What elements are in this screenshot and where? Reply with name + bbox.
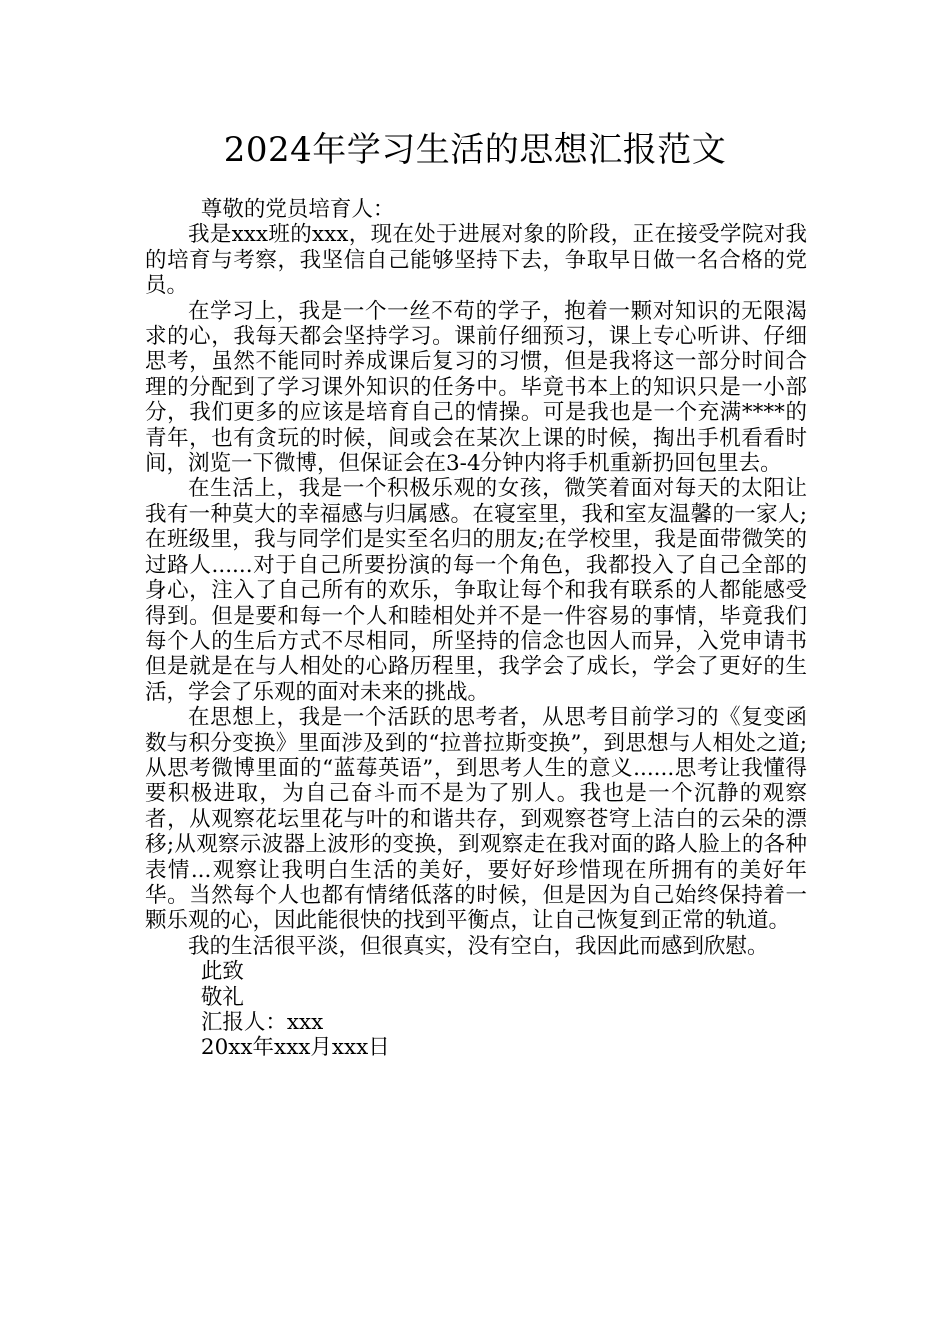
closing-jingli: 敬礼	[200, 984, 244, 1010]
document-body	[145, 197, 807, 1061]
page-title: 2024年学习生活的思想汇报范文	[223, 130, 727, 170]
paragraph-life: 在生活上，我是一个积极乐观的女孩，微笑着面对每天的太阳让我有一种莫大的幸福感与归属感。在寝室里，我和室友温馨的一家人;在班级里，我与同学们是实至名归的朋友;在学校里，我是面带微笑的过路人......对于自己所要扮演的每一个角色，我都投入了自己全部的身心，注入了自己所有的欢乐，争取让每个和我有联系的人都能感受得到。但是要和每一个人和睦相处并不是一件容易的事情，毕竟我们每个人的生后方式不尽相同，所坚持的信念也因人而异，入党申请书但是就是在与人相处的心路历程里，我学会了成长，学会了更好的生活，学会了乐观的面对未来的挑战。	[145, 476, 807, 705]
paragraph-intro: 我是xxx班的xxx，现在处于进展对象的阶段，正在接受学院对我的培育与考察，我坚信自己能够坚持下去，争取早日做一名合格的党员。	[145, 222, 807, 299]
paragraph-study: 在学习上，我是一个一丝不苟的学子，抱着一颗对知识的无限渴求的心，我每天都会坚持学习。课前仔细预习，课上专心听讲、仔细思考，虽然不能同时养成课后复习的习惯，但是我将这一部分时间合理的分配到了学习课外知识的任务中。毕竟书本上的知识只是一小部分，我们更多的应该是培育自己的情操。可是我也是一个充满****的青年，也有贪玩的时候，间或会在某次上课的时候，掏出手机看看时间，浏览一下微博，但保证会在3-4分钟内将手机重新扔回包里去。	[145, 298, 807, 477]
reporter-line: 汇报人：xxx	[200, 1010, 324, 1035]
closing-cizhi: 此致	[200, 959, 244, 985]
salutation: 尊敬的党员培育人：	[200, 197, 395, 222]
date-line: 20xx年xxx月xxx日	[200, 1035, 390, 1061]
paragraph-conclusion: 我的生活很平淡，但很真实，没有空白，我因此而感到欣慰。	[188, 933, 769, 959]
paragraph-thought: 在思想上，我是一个活跃的思考者，从思考目前学习的《复变函数与积分变换》里面涉及到的“拉普拉斯变换”，到思想与人相处之道;从思考微博里面的“蓝莓英语”，到思考人生的意义......思考让我懂得要积极进取，为自己奋斗而不是为了别人。我也是一个沉静的观察者，从观察花坛里花与叶的和谐共存，到观察苍穹上洁白的云朵的漂移;从观察示波器上波形的变换，到观察走在我对面的路人脸上的各种表情...观察让我明白生活的美好，要好好珍惜现在所拥有的美好年华。当然每个人也都有情绪低落的时候，但是因为自己始终保持着一颗乐观的心，因此能很快的找到平衡点，让自己恢复到正常的轨道。	[145, 705, 807, 934]
